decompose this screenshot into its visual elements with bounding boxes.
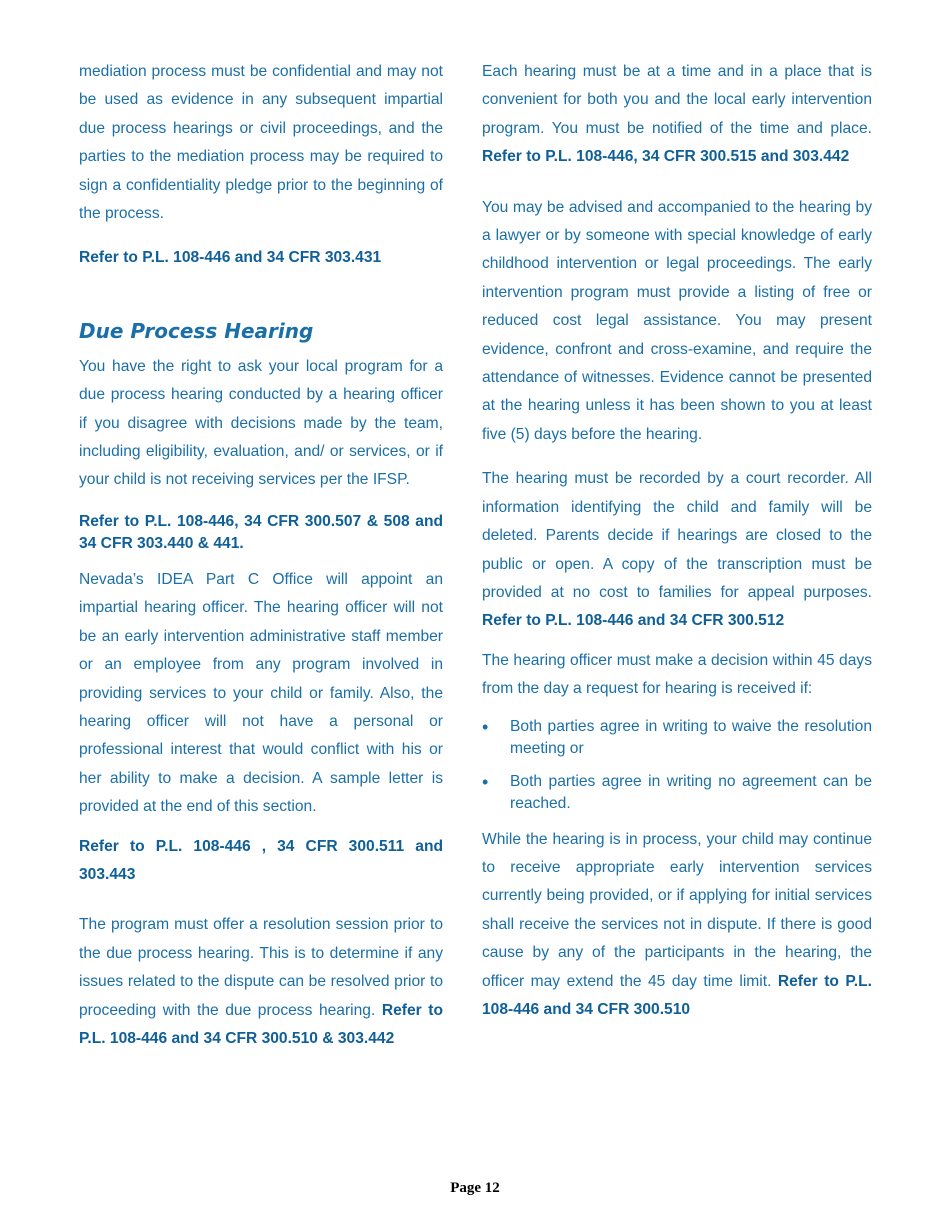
reference-300-510-303-442: Refer to P.L. 108-446 and 34 CFR 300.510 & 303.442: [79, 1001, 443, 1047]
resolution-session-paragraph: [79, 911, 443, 1053]
hearing-time-place-text: Each hearing must be at a time and in a place that is convenient for both you and the local early intervention program. You must be notified of the time and place.: [482, 63, 872, 137]
hearing-in-process-paragraph: [482, 826, 872, 1025]
reference-300-507: Refer to P.L. 108-446, 34 CFR 300.507 & 508 and 34 CFR 303.440 & 441.: [79, 512, 443, 552]
mediation-confidentiality-paragraph: mediation process must be confidential and may not be used as evidence in any subsequent impartial due process hearings or civil proceedings, and the parties to the mediation process may be required to sign a confidentiality pledge prior to the beginning of the process.: [79, 63, 443, 223]
hearing-recorded-paragraph: [482, 465, 872, 635]
hearing-recorded-text: The hearing must be recorded by a court recorder. All information identifying the child and family will be deleted. Parents decide if hearings are closed to the public or open. A copy of the transcription must be provided at no cost to families for appeal purposes.: [482, 470, 872, 601]
list-item: [482, 771, 872, 815]
page-number: Page 12: [450, 1180, 500, 1196]
reference-303-431: Refer to P.L. 108-446 and 34 CFR 303.431: [79, 249, 382, 267]
list-item-text: Both parties agree in writing no agreement can be reached.: [510, 772, 872, 812]
hearing-officer-paragraph: Nevada’s IDEA Part C Office will appoint an impartial hearing officer. The hearing officer will not be an early intervention administrative staff member or an employee from any program involved in providing services to your child or family. Also, the hearing officer will not have a personal or professional interest that would conflict with his or her ability to make a decision. A sample letter is provided at the end of this section.: [79, 570, 443, 816]
bullet-icon: •: [482, 716, 489, 737]
decision-conditions-list: [482, 716, 872, 815]
left-column: [79, 58, 443, 1053]
resolution-session-text: The program must offer a resolution session prior to the due process hearing. This is to determine if any issues related to the dispute can be resolved prior to proceeding with the due process hearing.: [79, 916, 443, 1019]
bullet-icon: •: [482, 771, 489, 792]
right-column: [482, 58, 872, 1024]
list-item: [482, 716, 872, 760]
reference-300-512: Refer to P.L. 108-446 and 34 CFR 300.512: [482, 612, 785, 630]
hearing-in-process-text: While the hearing is in process, your child may continue to receive appropriate early intervention services currently being provided, or if applying for initial services shall receive the services not in dispute. If there is good cause by any of the participants in the hearing, the officer may extend the 45 day time limit.: [482, 830, 872, 990]
section-heading-due-process-hearing: Due Process Hearing: [79, 318, 314, 343]
reference-300-510: Refer to P.L. 108-446 and 34 CFR 300.510: [482, 972, 872, 1018]
reference-300-511: Refer to P.L. 108-446 , 34 CFR 300.511 and 303.443: [79, 837, 443, 883]
advised-accompanied-paragraph: You may be advised and accompanied to the hearing by a lawyer or by someone with special knowledge of early childhood intervention or legal proceedings. The early intervention program must provide a listing of free or reduced cost legal assistance. You may present evidence, confront and cross-examine, and require the attendance of witnesses. Evidence cannot be presented at the hearing unless it has been shown to you at least five (5) days before the hearing.: [482, 198, 872, 443]
hearing-time-place-paragraph: [482, 58, 872, 172]
list-item-text: Both parties agree in writing to waive the resolution meeting or: [510, 717, 872, 757]
decision-45-days-paragraph: The hearing officer must make a decision within 45 days from the day a request for hearing is received if:: [482, 651, 872, 698]
right-to-hearing-paragraph: You have the right to ask your local program for a due process hearing conducted by a hearing officer if you disagree with decisions made by the team, including eligibility, evaluation, and/ or services, or if your child is not receiving services per the IFSP.: [79, 357, 443, 489]
reference-300-515: Refer to P.L. 108-446, 34 CFR 300.515 and 303.442: [482, 148, 850, 166]
